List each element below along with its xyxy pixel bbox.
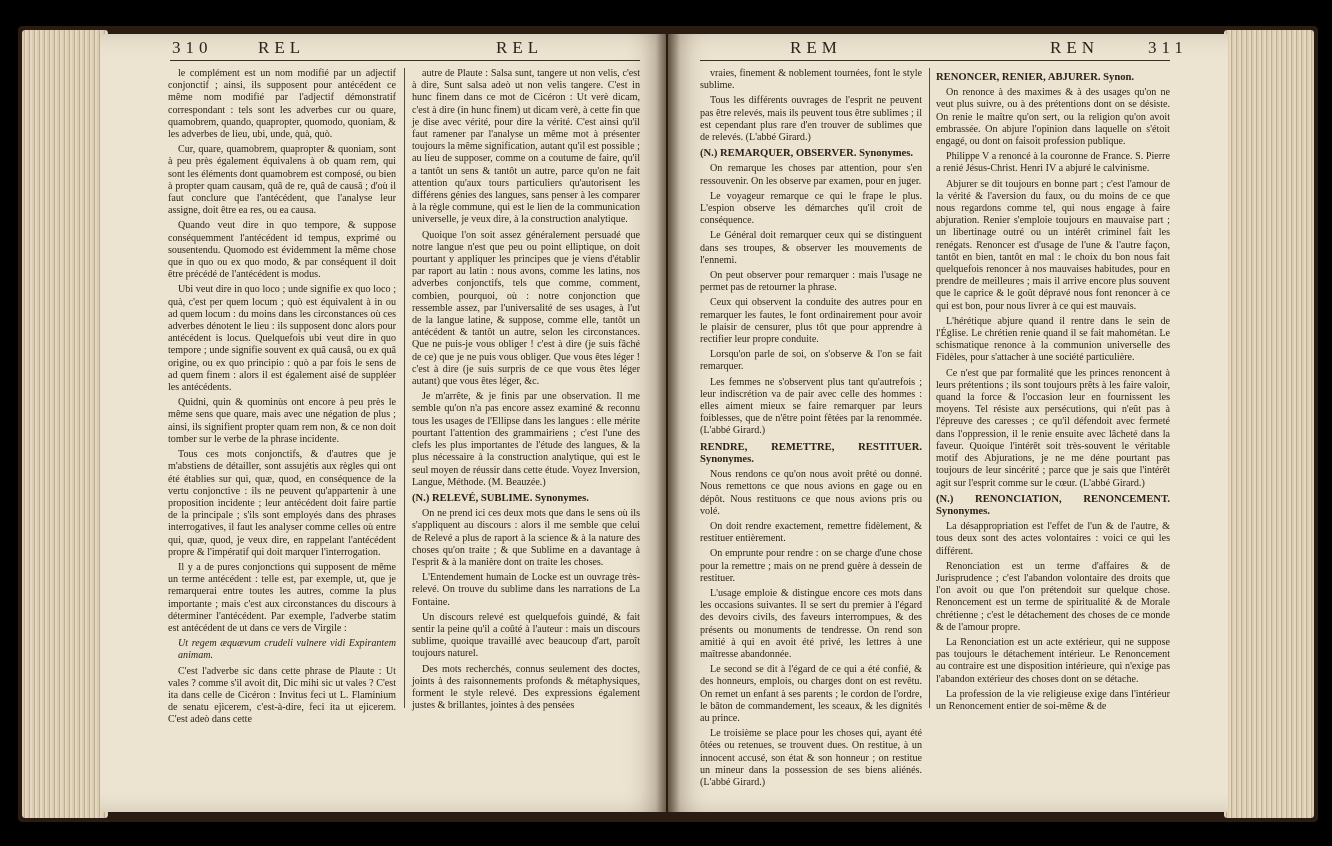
paragraph: Ce n'est que par formalité que les princes renoncent à leurs prétentions ; ils sont toujours prêts à les faire valoir, quand la force & l'occasion leur en fournissent les moyens. Tel résiste aux persécutions, qui n'eût pas à l'épreuve des caresses ; ce qu'il défendoit avec fermeté dans l'oppression, il le renie ensuite avec lâcheté dans la faveur. Quoique l'intérêt soit très-souvent le véritable motif des Abjurations, je ne me déne pourtant pas toujours de leur sincérité ; parce que je sais que l'intérêt agit sur l'esprit comme sur le cœur. (L'abbé Girard.) xyxy=(936,367,1170,489)
left-column-1 xyxy=(168,68,396,758)
right-header-left: REM xyxy=(790,38,842,57)
right-column-1 xyxy=(700,68,922,788)
right-column-2 xyxy=(936,68,1170,758)
right-header-right: REN xyxy=(1050,38,1099,57)
paragraph: Le Général doit remarquer ceux qui se distinguent dans ses troupes, & observer les mouvements de l'ennemi. xyxy=(700,230,922,266)
book-gutter xyxy=(656,34,680,812)
paragraph: Quoique l'on soit assez généralement persuadé que notre langue n'est que peu ou point elliptique, on doit pourtant y appliquer les principes que je viens d'établir par raport au latin : nous avons, comme les latins, nos adverbes conjonctifs, tels que comme, comment, combien, pourquoi, où : notre conjonction que ressemble assez, par l'universalité de ses usages, à l'ut de la langue latine, & suppose, comme elle, tantôt un antécédent & tantôt un autre, selon les circonstances. Que ne puis-je vous obliger ! c'est à dire (je suis fâché de ce) que je ne puis vous obliger. Que vous êtes léger ! c'est à dire (je suis surpris de ce que vous êtes léger autant) que vous êtes léger, &c. xyxy=(412,229,640,388)
paragraph: On emprunte pour rendre : on se charge d'une chose pour la remettre ; mais on ne prend guère à dessein de restituer. xyxy=(700,548,922,584)
paragraph: On ne prend ici ces deux mots que dans le sens où ils s'appliquent au discours : alors il me semble que celui de Relevé a plus de raport à la science & à la nature des choses qu'on traite ; & que Sublime en a davantage à l'esprit & à la manière dont on traite les choses. xyxy=(412,508,640,568)
paragraph: Un discours relevé est quelquefois guindé, & fait sentir la peine qu'il a coûté à l'auteur : mais un discours sublime, quoique travaillé avec beaucoup d'art, paroît toujours naturel. xyxy=(412,611,640,660)
left-header-left: REL xyxy=(258,38,306,57)
paragraph: Nous rendons ce qu'on nous avoit prêté ou donné. Nous remettons ce que nous avions en gage ou en dépôt. Nous restituons ce que nous avions pris ou volé. xyxy=(700,469,922,517)
left-header-rule xyxy=(170,60,640,61)
left-page-edges xyxy=(22,30,108,818)
paragraph: C'est l'adverbe sic dans cette phrase de Plaute : Ut vales ? comme s'il avoit dit, Dic mihi sic ut vales ? C'est ita dans celle de Cicéron : Invitus feci ut L. Flaminium de senatu ejicerem, c'est-à-dire, feci ita ut ejicerem. C'est adeò dans cette xyxy=(168,665,396,726)
right-column-separator xyxy=(929,68,930,708)
paragraph: Philippe V a renoncé à la couronne de France. S. Pierre a renié Jésus-Christ. Henri IV a abjuré le calvinisme. xyxy=(936,151,1170,175)
paragraph: On remarque les choses par attention, pour s'en ressouvenir. On les observe par examen, pour en juger. xyxy=(700,163,922,187)
paragraph: On doit rendre exactement, remettre fidèlement, & restituer entièrement. xyxy=(700,520,922,545)
paragraph: La désappropriation est l'effet de l'un & de l'autre, & tous deux sont des actes volontaires : voici ce qui les différent. xyxy=(936,521,1170,557)
left-header-right: REL xyxy=(496,38,544,57)
paragraph: vraies, finement & noblement tournées, font le style sublime. xyxy=(700,68,922,92)
paragraph: Quidni, quin & quominùs ont encore à peu près le même sens que quare, mais avec une négation de plus ; ainsi, ils signifient propter quam rem non, & ce non doit tomber sur le verbe de la phrase incidente. xyxy=(168,397,396,445)
paragraph: (N.) RENONCIATION, RENONCEMENT. Synonymes. xyxy=(936,493,1170,517)
paragraph: Le troisième se place pour les choses qui, ayant été ôtées ou retenues, se trouvent dues. On restitue, à un innocent accusé, son état & son honneur ; on restitue un mineur dans la possession de ses biens aliénés. (L'abbé Girard.) xyxy=(700,728,922,788)
paragraph: L'usage emploie & distingue encore ces mots dans les occasions suivantes. Il se sert du premier à l'égard des devoirs civils, des faveurs interrompues, & des présents ou monuments de tendresse. On rend son amitié à qui en avoit été privé, les lettres à une maîtresse abandonnée. xyxy=(700,587,922,660)
left-column-2 xyxy=(412,68,640,758)
paragraph: On peut observer pour remarquer : mais l'usage ne permet pas de retourner la phrase. xyxy=(700,270,922,294)
paragraph: Ceux qui observent la conduite des autres pour en remarquer les fautes, le font ordinairement pour avoir le plaisir de censurer, plus tôt que pour apprendre à rectifier leur propre conduite. xyxy=(700,297,922,346)
paragraph: L'Entendement humain de Locke est un ouvrage très-relevé. On trouve du sublime dans les narrations de La Fontaine. xyxy=(412,572,640,608)
paragraph: L'hérétique abjure quand il rentre dans le sein de l'Église. Le chrétien renie quand il se fait mahométan. Le schismatique renonce à la communion universelle des Fidèles, pour s'attacher à une société particulière. xyxy=(936,315,1170,364)
paragraph: autre de Plaute : Salsa sunt, tangere ut non velis, c'est à dire, Sunt salsa adeò ut non velis tangere. C'est in hunc finem dans ce mot de Cicéron : Ut verè dicam, c'est à dire (in hunc finem) ut dicam verè, à cette fin que je dise avec vérité, pour dire la vérité. C'est ainsi qu'il faut ramener par l'analyse un même mot à présenter toujours la même signification, autant qu'il est possible ; au lieu de supposer, comme on a coutume de faire, qu'il a tantôt un sens & tantôt un autre, parce qu'on ne fait attention qu'aux tours particuliers qu'autorisent les différens génies des langues, sans penser à les comparer à la règle commune, qui est le lien de la communication universelle, je veux dire, à la construction analytique. xyxy=(412,68,640,226)
paragraph: Lorsqu'on parle de soi, on s'observe & l'on se fait remarquer. xyxy=(700,349,922,373)
paragraph: On renonce à des maximes & à des usages qu'on ne veut plus suivre, ou à des prétentions dont on se désiste. On renie le maître qu'on sert, ou la religion qu'on avoit embrassée. On abjure l'opinion dans laquelle on s'étoit engagé, ou dont on faisoit profession publique. xyxy=(936,87,1170,148)
paragraph: Abjurer se dit toujours en bonne part ; c'est l'amour de la vérité & l'aversion du faux, ou du moins de ce que nous regardons comme tel, qui nous engage à faire abjuration. Renier s'emploie toujours en mauvaise part ; un libertinage outré ou un intérêt criminel fait les renégats. Renoncer est d'usage de l'une & l'autre façon, tantôt en bien, tantôt en mal : le choix du bon nous fait quelquefois renoncer à nos mauvaises habitudes, pour en prendre de meilleures ; mais il arrive encore plus souvent que le caprice & le goût dépravé nous font renoncer à ce qui est bon, pour nous livrer à ce qui est mauvais. xyxy=(936,178,1170,312)
paragraph: Ut regem æquævum crudeli vulnere vidi Expirantem animam. xyxy=(178,638,396,662)
paragraph: (N.) REMARQUER, OBSERVER. Synonymes. xyxy=(700,148,913,160)
paragraph: RENONCER, RENIER, ABJURER. Synon. xyxy=(936,72,1135,83)
paragraph: Ubi veut dire in quo loco ; unde signifie ex quo loco ; quà, c'est per quem locum ; quò est équivalent à in ou ad quem locum : du moins dans les circonstances où ces adverbes dénotent le lieu : ils supposent donc alors pour antécédent is locus. Quelquefois ubi veut dire in quo tempore ; unde signifie souvent ex quâ causâ, ou ex quâ origine, ou ex quo principio : quò a par fois le sens de ad quem finem : alors il est également aisé de suppléer les antécédents. xyxy=(168,284,396,394)
paragraph: Je m'arrête, & je finis par une observation. Il me semble qu'on n'a pas encore assez examiné & reconnu tous les usages de l'Ellipse dans les langues : elle mérite pourtant l'attention des grammairiens ; c'est l'une des clefs les plus importantes de l'étude des langues, & la plus nécessaire à la construction analytique, qui est le seul moyen de réussir dans cette étude. Voyez Inversion, Langue, Méthode. (M. Beauzée.) xyxy=(412,391,640,488)
paragraph: Quando veut dire in quo tempore, & suppose conséquemment l'antécédent id tempus, exprimé ou sousentendu. Quomodo est évidemment la même chose que in quo ou ex quo modo, & par conséquent il doit être précédé de l'antécédent is modus. xyxy=(168,220,396,281)
paragraph: le complément est un nom modifié par un adjectif conjonctif ; ainsi, ils supposent pour antécédent ce même nom modifié par l'adjectif démonstratif correspondant : tels sont les adverbes cur ou quare, quamobrem, quando, quapropter, quomodo, quoniam, & les adverbes de lieu, ubi, unde, quà, quò. xyxy=(168,68,396,141)
paragraph: Tous ces mots conjonctifs, & d'autres que je m'abstiens de détailler, sont assujétis aux règles qui ont été établies sur qui, quæ, quod, en conséquence de la vertu conjonctive : ils ne peuvent qu'appartenir à une proposition incidente ; leur antécédent doit faire partie de la principale ; s'ils sont employés dans des phrases interrogatives, il faut les analyser comme celles où entre qui, quæ, quod, je veux dire, en rappelant l'antécédent propre & l'impératif qui doit marquer l'interrogation. xyxy=(168,449,396,558)
paragraph: Renonciation est un terme d'affaires & de Jurisprudence ; c'est l'abandon volontaire des droits que l'on avoit ou que l'on prétendoit sur quelque chose. Renoncement est un terme de spiritualité & de Morale chrétienne ; c'est le détachement des choses de ce monde & de l'amour propre. xyxy=(936,560,1170,633)
paragraph: Tous les différents ouvrages de l'esprit ne peuvent pas être relevés, mais ils peuvent tous être sublimes ; il est cependant plus rare d'en trouver de sublimes que de relevés. (L'abbé Girard.) xyxy=(700,95,922,144)
paragraph: La profession de la vie religieuse exige dans l'intérieur un Renoncement entier de soi-même & de xyxy=(936,688,1170,712)
paragraph: Le voyageur remarque ce qui le frape le plus. L'espion observe les démarches qu'il croit de conséquence. xyxy=(700,190,922,227)
paragraph: Les femmes ne s'observent plus tant qu'autrefois ; leur indiscrétion va de pair avec celle des hommes : elles aiment mieux se faire remarquer par leurs foiblesses, que de n'être point fêtées par la renommée. (L'abbé Girard.) xyxy=(700,376,922,437)
paragraph: Le second se dit à l'égard de ce qui a été confié, & des honneurs, emplois, ou charges dont on est revêtu. On remet un enfant à ses parents ; le cordon de l'ordre, le bâton de commandement, les sceaux, & les dignités au prince. xyxy=(700,664,922,724)
left-column-separator xyxy=(404,68,405,708)
right-header-rule xyxy=(700,60,1170,61)
paragraph: Il y a de pures conjonctions qui supposent de même un terme antécédent : telle est, par exemple, ut, que je remarquerai entre toutes les autres, comme la plus importante ; mais c'est aux circonstances du discours à déterminer l'antécédent. Par exemple, l'adverbe statim est antécédent de ut dans ce vers de Virgile : xyxy=(168,561,396,634)
paragraph: Cur, quare, quamobrem, quapropter & quoniam, sont à peu près également équivalens à ob quam rem, qui sont les éléments dont quamobrem est composé, ou bien à propter quam causam, quâ de re, quâ de causâ ; d'où il faut conclure que l'antécédent, que l'analyse leur assigne, doit être ea res, ou ea causa. xyxy=(168,144,396,217)
right-page-edges xyxy=(1224,30,1314,818)
paragraph: La Renonciation est un acte extérieur, qui ne suppose pas toujours le détachement intérieur. Le Renoncement au contraire est une disposition intérieure, qui n'exige pas l'abandon extérieur des choses dont on se détache. xyxy=(936,636,1170,685)
paragraph: Des mots recherchés, connus seulement des doctes, joints à des raisonnements profonds & métaphysiques, forment le style relevé. Des expressions également justes & brillantes, jointes à des pensées xyxy=(412,663,640,712)
paragraph: RENDRE, REMETTRE, RESTITUER. Synonymes. xyxy=(700,441,922,465)
paragraph: (N.) RELEVÉ, SUBLIME. Synonymes. xyxy=(412,492,589,504)
left-page-number: 310 xyxy=(172,38,213,57)
right-page-number: 311 xyxy=(1148,38,1188,57)
